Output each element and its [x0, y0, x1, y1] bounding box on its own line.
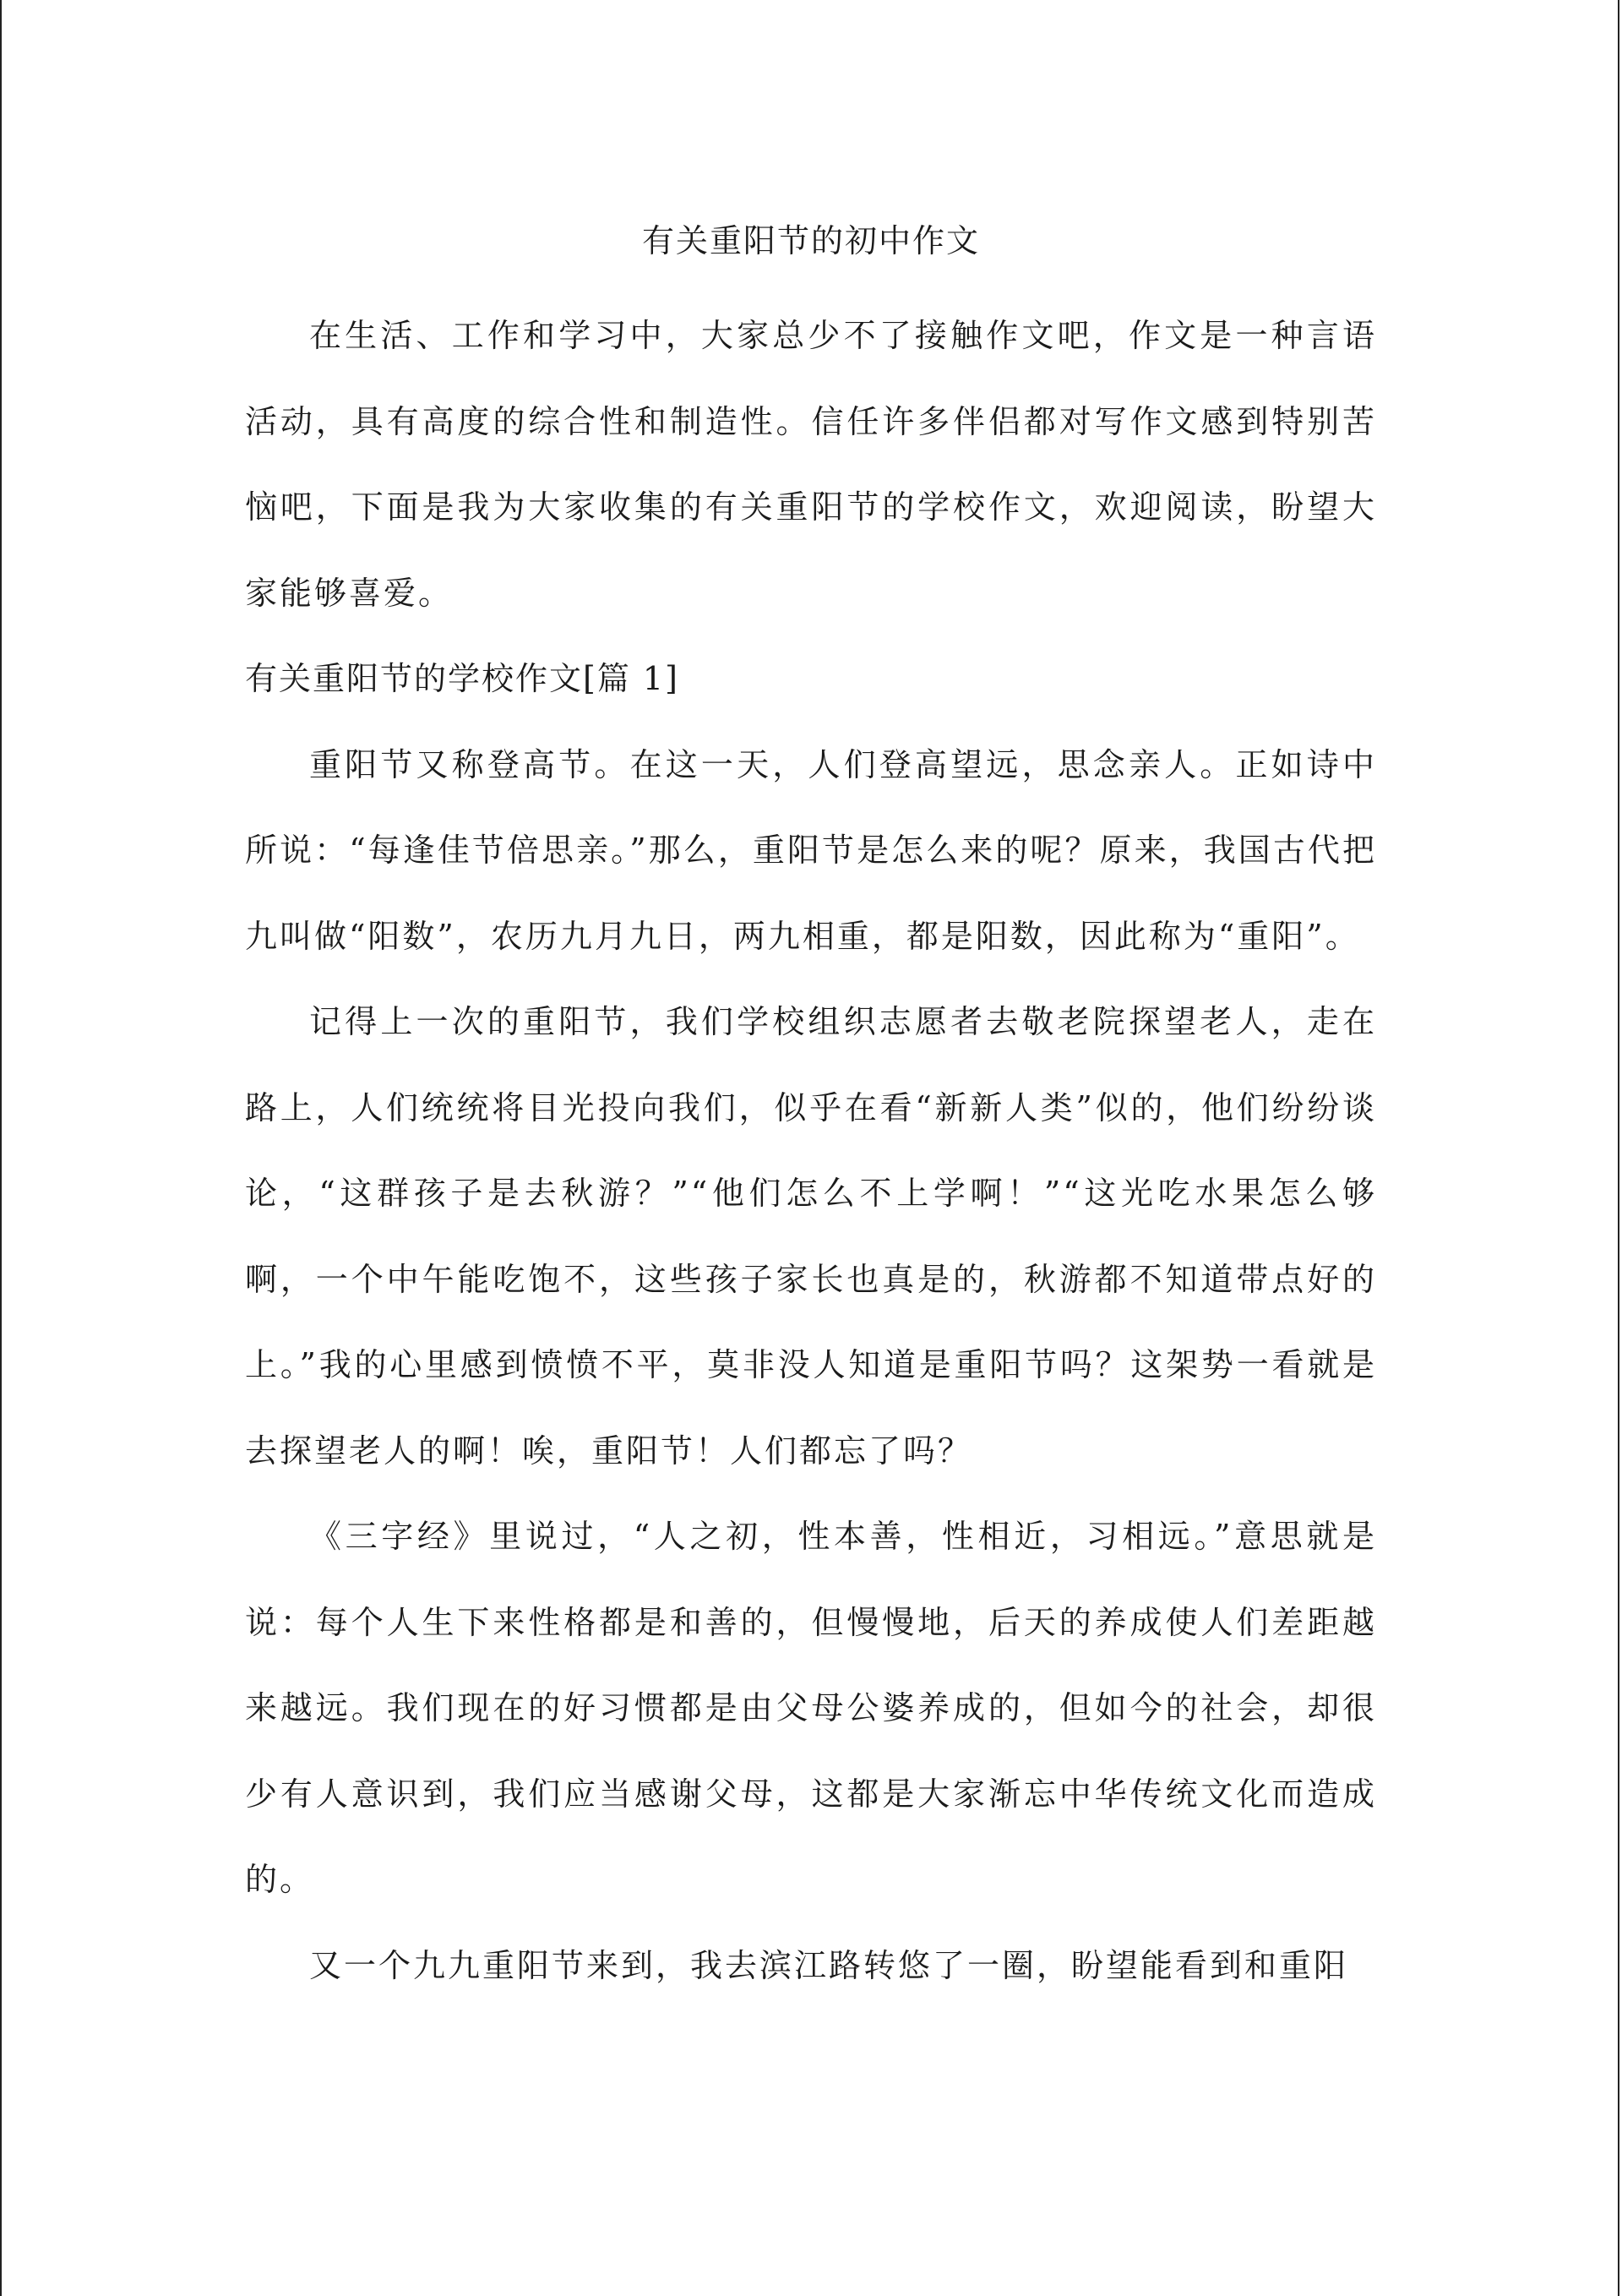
body-paragraph-2: 记得上一次的重阳节，我们学校组织志愿者去敬老院探望老人，走在路上，人们统统将目光投向我们，似乎在看“新新人类”似的，他们纷纷谈论，“这群孩子是去秋游？”“他们怎么不上学啊！”“这光吃水果怎么够啊，一个中午能吃饱不，这些孩子家长也真是的，秋游都不知道带点好的上。”我的心里感到愤愤不平，莫非没人知道是重阳节吗？这架势一看就是去探望老人的啊！唉，重阳节！人们都忘了吗？ [245, 1003, 1377, 1470]
document-title: 有关重阳节的初中作文 [641, 222, 980, 259]
body-paragraph-1: 重阳节又称登高节。在这一天，人们登高望远，思念亲人。正如诗中所说：“每逢佳节倍思亲。”那么，重阳节是怎么来的呢？原来，我国古代把九叫做“阳数”，农历九月九日，两九相重，都是阳数，因此称为“重阳”。 [245, 745, 1377, 955]
body-paragraph-4: 又一个九九重阳节来到，我去滨江路转悠了一圈，盼望能看到和重阳 [309, 1946, 1349, 1984]
body-paragraph-3: 《三字经》里说过，“人之初，性本善，性相近，习相远。”意思就是说：每个人生下来性格都是和善的，但慢慢地，后天的养成使人们差距越来越远。我们现在的好习惯都是由父母公婆养成的，但如今的社会，却很少有人意识到，我们应当感谢父母，这都是大家渐忘中华传统文化而造成的。 [245, 1518, 1377, 1898]
section-heading: 有关重阳节的学校作文[篇 1] [245, 660, 679, 697]
document-page [245, 215, 1377, 2009]
intro-paragraph: 在生活、工作和学习中，大家总少不了接触作文吧，作文是一种言语活动，具有高度的综合性和制造性。信任许多伴侣都对写作文感到特别苦恼吧，下面是我为大家收集的有关重阳节的学校作文，欢迎阅读，盼望大家能够喜爱。 [245, 317, 1377, 612]
